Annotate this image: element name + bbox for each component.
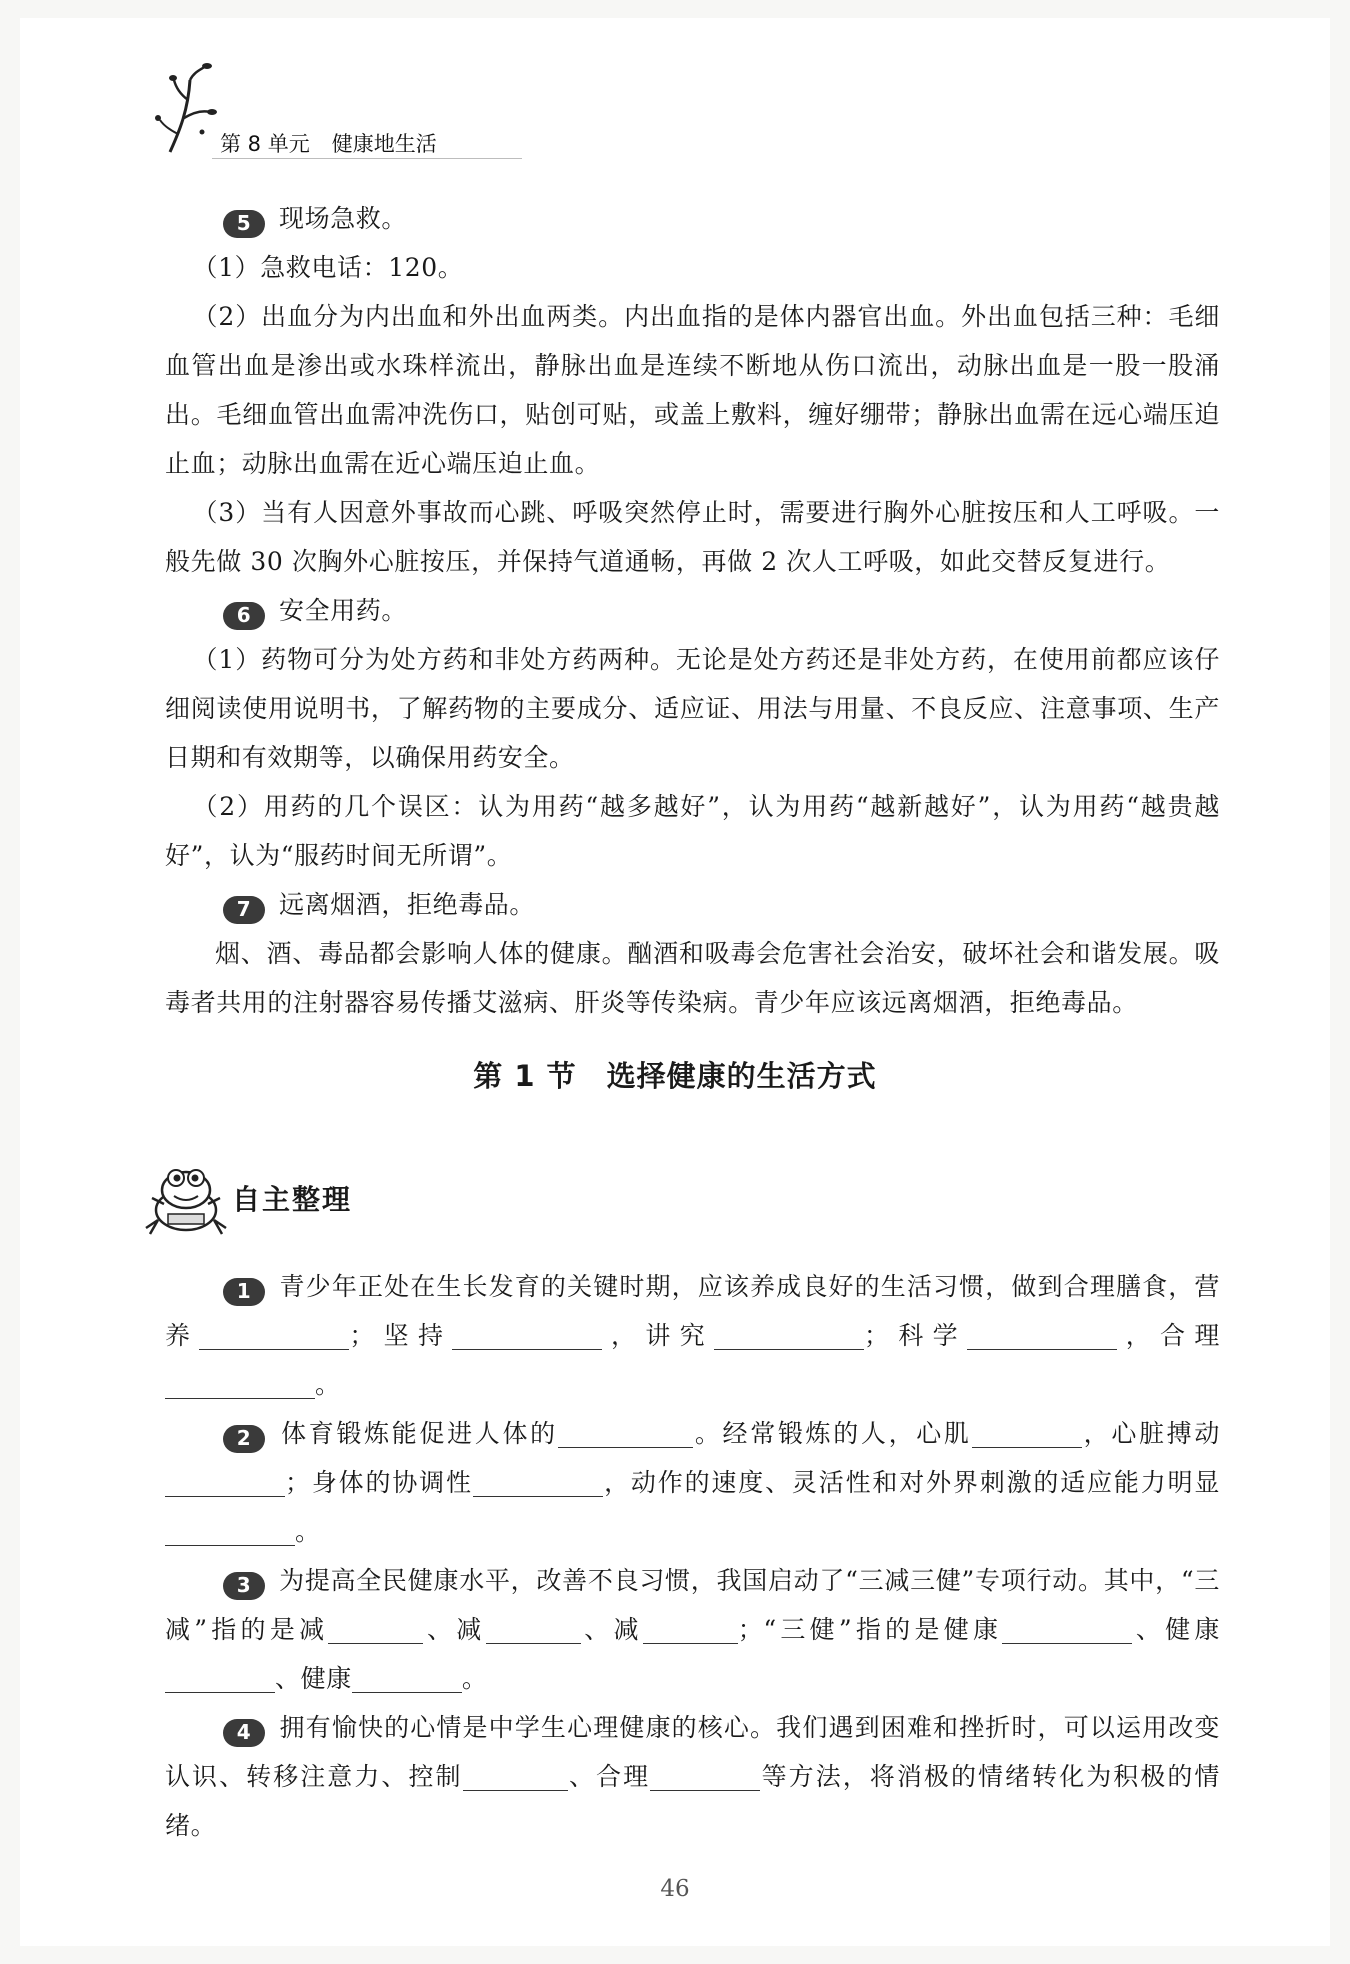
question-text: ，合理 <box>1117 1321 1220 1350</box>
answer-blank[interactable] <box>165 1466 285 1497</box>
question-text: ；科学 <box>864 1321 967 1350</box>
answer-blank[interactable] <box>486 1613 581 1644</box>
question-text: 。 <box>461 1664 488 1693</box>
paragraph: （1）急救电话：120。 <box>192 253 464 282</box>
answer-blank[interactable] <box>328 1613 423 1644</box>
heading-5 <box>165 194 1220 243</box>
answer-blank[interactable] <box>714 1319 864 1350</box>
paragraph: （2）出血分为内出血和外出血两类。内出血指的是体内器官出血。外出血包括三种：毛细血管出血是渗出或水珠样流出，静脉出血是连续不断地从伤口流出，动脉出血是一股一股涌出。毛细血管出血需冲洗伤口，贴创可贴，或盖上敷料，缠好绷带；静脉出血需在远心端压迫止血；动脉出血需在近心端压迫止血。 <box>165 302 1220 478</box>
number-badge: 6 <box>223 602 265 630</box>
answer-blank[interactable] <box>1002 1613 1132 1644</box>
page-number: 46 <box>660 1876 690 1902</box>
heading-6 <box>165 586 1220 635</box>
answer-blank[interactable] <box>558 1417 693 1448</box>
heading-7 <box>165 880 1220 929</box>
paragraph: （2）用药的几个误区：认为用药“越多越好”，认为用药“越新越好”，认为用药“越贵越好”，认为“服药时间无所谓”。 <box>165 792 1220 870</box>
heading-text: 远离烟酒，拒绝毒品。 <box>279 890 536 919</box>
heading-text: 现场急救。 <box>279 204 408 233</box>
frog-mascot-icon <box>142 1158 230 1238</box>
question-text: 拥有愉快的心情是中学生心理健康的核心。我们遇到困难和挫折时，可以运用改变认识、转移注意力、控制 <box>165 1713 1220 1791</box>
question-text: 。 <box>295 1517 321 1546</box>
answer-blank[interactable] <box>967 1319 1117 1350</box>
question-text: ，心脏搏动 <box>1081 1419 1220 1448</box>
question-text: 等方法，将消极的情绪转化为积极的情绪。 <box>165 1762 1220 1840</box>
answer-blank[interactable] <box>165 1368 315 1399</box>
question-text: 。 <box>315 1370 341 1399</box>
unit-title: 健康地生活 <box>331 132 437 156</box>
question-text: 体育锻炼能促进人体的 <box>279 1419 558 1448</box>
answer-blank[interactable] <box>165 1662 275 1693</box>
question-text: ；坚持 <box>349 1321 453 1350</box>
question-text: 、减 <box>580 1615 643 1644</box>
question-text: ；身体的协调性 <box>285 1468 473 1497</box>
question-text: 、减 <box>423 1615 486 1644</box>
question-text: 、合理 <box>567 1762 651 1791</box>
answer-blank[interactable] <box>452 1319 602 1350</box>
paragraph: 烟、酒、毒品都会影响人体的健康。酗酒和吸毒会危害社会治安，破坏社会和谐发展。吸毒者共用的注射器容易传播艾滋病、肝炎等传染病。青少年应该远离烟酒，拒绝毒品。 <box>165 939 1220 1017</box>
number-badge: 7 <box>223 896 265 924</box>
number-badge: 2 <box>223 1425 265 1453</box>
question-text: 、健康 <box>275 1664 352 1693</box>
answer-blank[interactable] <box>643 1613 738 1644</box>
answer-blank[interactable] <box>650 1760 760 1791</box>
answer-blank[interactable] <box>165 1515 295 1546</box>
unit-label: 第 8 单元 <box>220 132 310 156</box>
question-2 <box>165 1409 1220 1556</box>
section-number: 第 1 节 <box>473 1059 577 1093</box>
header-underline <box>212 158 522 159</box>
number-badge: 3 <box>223 1572 265 1600</box>
question-1 <box>165 1262 1220 1409</box>
number-badge: 5 <box>223 210 265 238</box>
heading-text: 安全用药。 <box>279 596 408 625</box>
header-text <box>220 128 437 158</box>
question-text: 为提高全民健康水平，改善不良习惯，我国启动了“三减三健”专项行动。其中，“三减”指的是减 <box>165 1566 1220 1644</box>
question-text: 。经常锻炼的人，心肌 <box>692 1419 972 1448</box>
answer-blank[interactable] <box>972 1417 1082 1448</box>
answer-blank[interactable] <box>352 1662 462 1693</box>
page <box>20 18 1330 1946</box>
paragraph: （1）药物可分为处方药和非处方药两种。无论是处方药还是非处方药，在使用前都应该仔细阅读使用说明书，了解药物的主要成分、适应证、用法与用量、不良反应、注意事项、生产日期和有效期等，以确保用药安全。 <box>165 645 1220 772</box>
question-3 <box>165 1556 1220 1703</box>
paragraph: （3）当有人因意外事故而心跳、呼吸突然停止时，需要进行胸外心脏按压和人工呼吸。一般先做 30 次胸外心脏按压，并保持气道通畅，再做 2 次人工呼吸，如此交替反复进行。 <box>165 498 1220 576</box>
question-4 <box>165 1703 1220 1850</box>
answer-blank[interactable] <box>473 1466 603 1497</box>
question-text: ，动作的速度、灵活性和对外界刺激的适应能力明显 <box>602 1468 1221 1497</box>
section-title <box>20 1054 1330 1095</box>
summary-content <box>165 194 1220 1027</box>
number-badge: 1 <box>223 1278 265 1306</box>
answer-blank[interactable] <box>463 1760 568 1791</box>
self-study-header <box>142 1158 402 1238</box>
number-badge: 4 <box>223 1719 265 1747</box>
self-study-label: 自主整理 <box>232 1183 353 1216</box>
answer-blank[interactable] <box>199 1319 349 1350</box>
question-text: ，讲究 <box>602 1321 715 1350</box>
question-text: 、健康 <box>1132 1615 1220 1644</box>
section-name: 选择健康的生活方式 <box>606 1059 877 1093</box>
question-text: 青少年正处在生长发育的关键时期，应该养成良好的生活习惯，做到合理膳食，营养 <box>165 1272 1220 1350</box>
page-header <box>150 60 570 170</box>
exercise-content <box>165 1262 1220 1850</box>
question-text: ；“三健”指的是健康 <box>737 1615 1003 1644</box>
